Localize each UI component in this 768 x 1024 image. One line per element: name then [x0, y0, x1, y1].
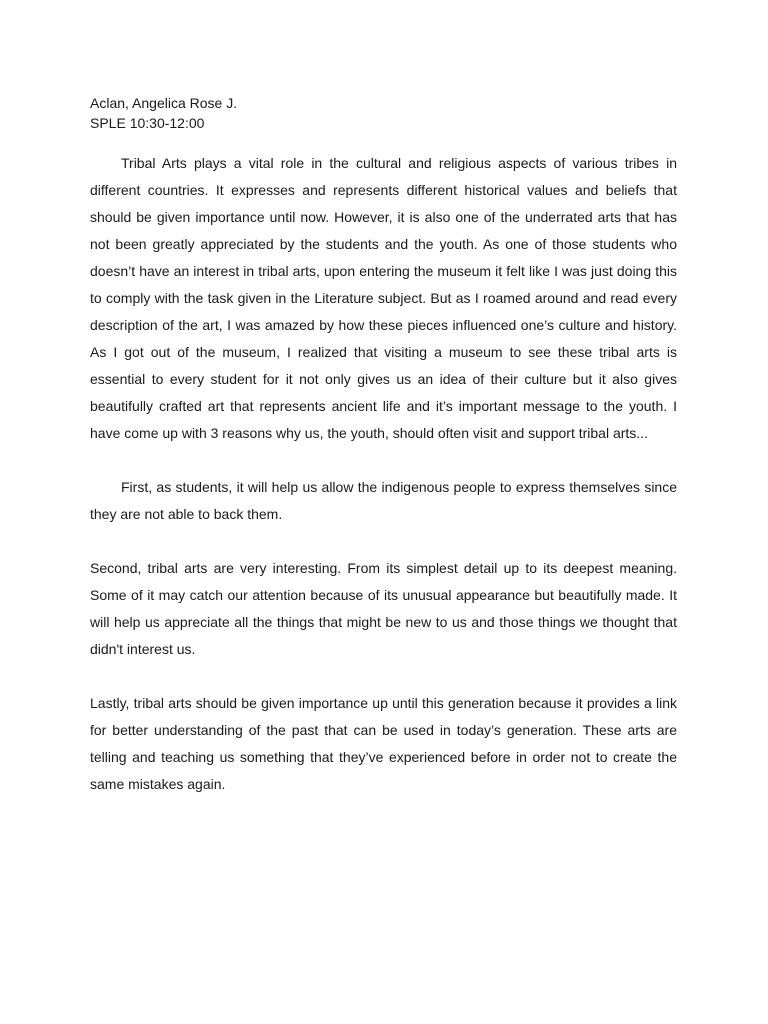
- class-schedule: SPLE 10:30-12:00: [90, 115, 205, 131]
- paragraph-first-reason: First, as students, it will help us allow the indigenous people to express themselves since they are not able to back them.: [90, 479, 677, 522]
- paragraph-intro: Tribal Arts plays a vital role in the cultural and religious aspects of various tribes in different countries. It expresses and represents different historical values and beliefs that should be given importance until now. However, it is also one of the underrated arts that has not been greatly appreciated by the students and the youth. As one of those students who doesn’t have an interest in tribal arts, upon entering the museum it felt like I was just doing this to comply with the task given in the Literature subject. But as I roamed around and read every description of the art, I was amazed by how these pieces influenced one’s culture and history. As I got out of the museum, I realized that visiting a museum to see these tribal arts is essential to every student for it not only gives us an idea of their culture but it also gives beautifully crafted art that represents ancient life and it’s important message to the youth. I have come up with 3 reasons why us, the youth, should often visit and support tribal arts...: [90, 155, 677, 441]
- author-name: Aclan, Angelica Rose J.: [90, 95, 238, 111]
- paragraph-second-reason: Second, tribal arts are very interesting. From its simplest detail up to its deepest meaning. Some of it may catch our attention because of its unusual appearance but beautifully made. It will help us appreciate all the things that might be new to us and those things we thought that didn't interest us.: [90, 560, 677, 657]
- essay-body: [90, 150, 677, 798]
- document-header: [90, 93, 237, 133]
- paragraph-third-reason: Lastly, tribal arts should be given importance up until this generation because it provides a link for better understanding of the past that can be used in today’s generation. These arts are telling and teaching us something that they’ve experienced before in order not to create the same mistakes again.: [90, 695, 677, 792]
